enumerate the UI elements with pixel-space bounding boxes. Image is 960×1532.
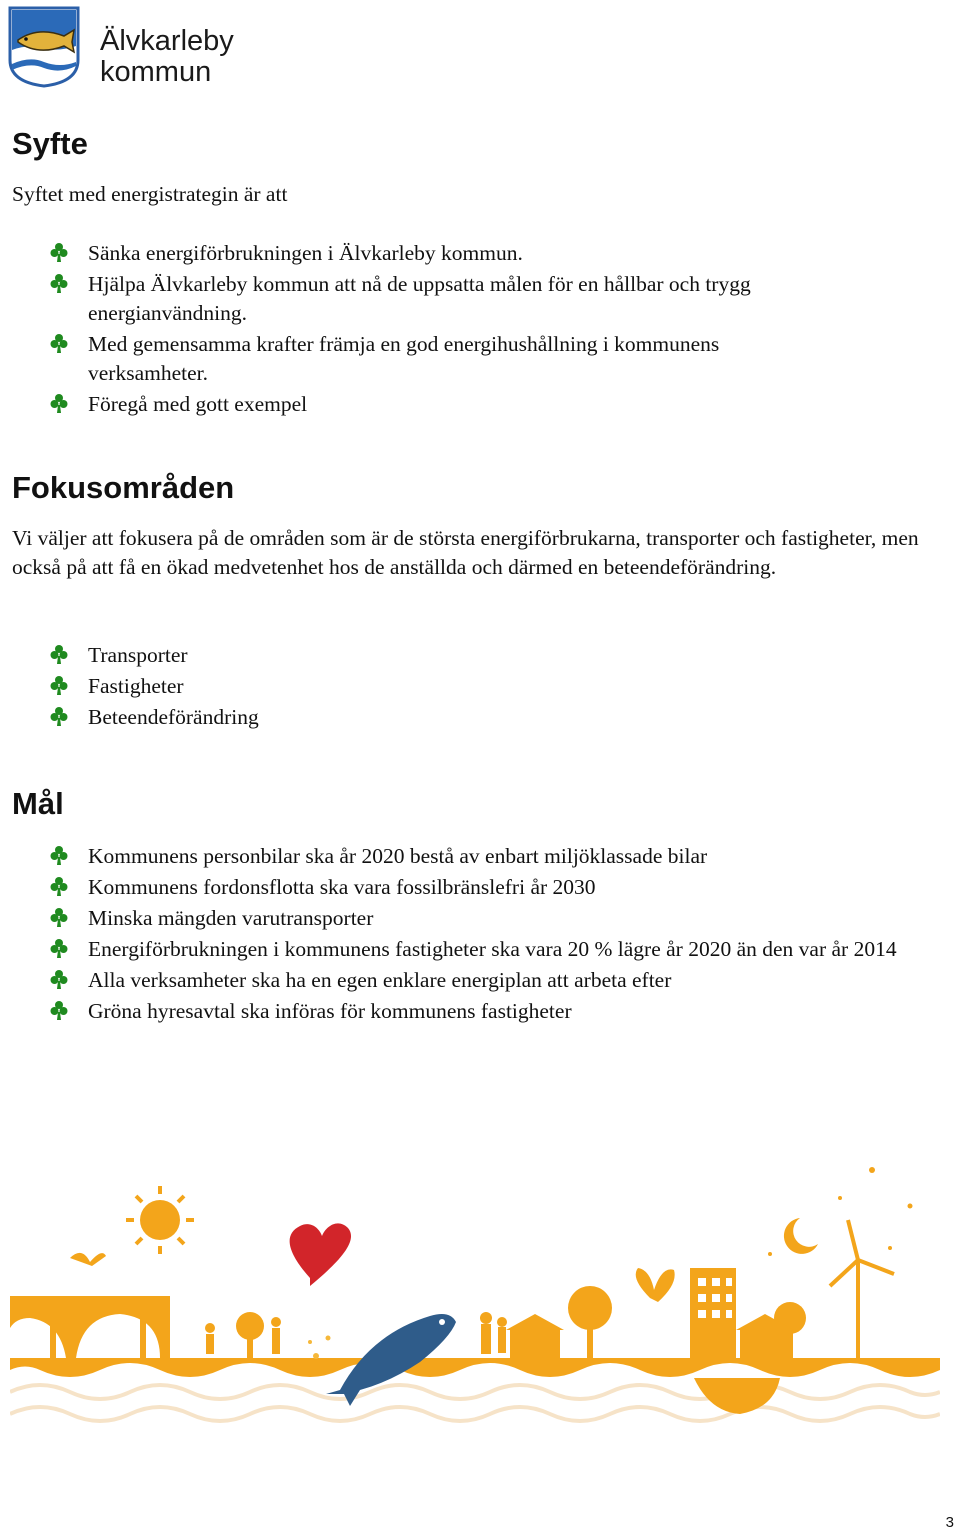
- list-item: [50, 997, 950, 1026]
- syfte-intro: Syftet med energistrategin är att: [12, 182, 288, 206]
- club-bullet-icon: [50, 938, 68, 960]
- list-item-text: Transporter: [88, 643, 188, 667]
- list-item: [50, 935, 950, 964]
- fokus-list: [50, 641, 950, 734]
- club-bullet-icon: [50, 876, 68, 898]
- sun-icon: [126, 1186, 194, 1254]
- logo-line-1: Älvkarleby: [100, 25, 234, 57]
- club-bullet-icon: [50, 393, 68, 415]
- fokus-heading: Fokusområden: [12, 470, 235, 505]
- list-item: [50, 904, 950, 933]
- butterfly-icon: [636, 1268, 675, 1302]
- list-item-text: Gröna hyresavtal ska införas för kommunens fastigheter: [88, 999, 572, 1023]
- list-item: [50, 873, 950, 902]
- list-item-text: Kommunens personbilar ska år 2020 bestå av enbart miljöklassade bilar: [88, 844, 708, 868]
- club-bullet-icon: [50, 845, 68, 867]
- page-number: 3: [945, 1514, 954, 1531]
- club-bullet-icon: [50, 675, 68, 697]
- list-item-text: Sänka energiförbrukningen i Älvkarleby kommun.: [88, 241, 523, 265]
- bridge: [10, 1296, 170, 1358]
- list-item-text: Alla verksamheter ska ha en egen enklare energiplan att arbeta efter: [88, 968, 672, 992]
- syfte-heading: Syfte: [12, 126, 88, 161]
- list-item-text: Hjälpa Älvkarleby kommun att nå de uppsatta målen för en hållbar och trygg energianvändning.: [88, 272, 751, 325]
- list-item: [50, 390, 830, 419]
- list-item-text: Fastigheter: [88, 674, 184, 698]
- list-item: [50, 239, 830, 268]
- list-item: [50, 270, 830, 328]
- town-illustration: [10, 1158, 940, 1433]
- logo-wordmark: [100, 26, 234, 88]
- bird-icon: [70, 1253, 106, 1266]
- mal-list: [50, 842, 950, 1028]
- syfte-list: [50, 239, 830, 421]
- list-item: [50, 966, 950, 995]
- logo-line-2: kommun: [100, 56, 212, 88]
- list-item-text: Med gemensamma krafter främja en god energihushållning i kommunens verksamheter.: [88, 332, 720, 385]
- mal-heading: Mål: [12, 786, 64, 821]
- list-item: [50, 842, 950, 871]
- list-item-text: Föregå med gott exempel: [88, 392, 308, 416]
- club-bullet-icon: [50, 333, 68, 355]
- wind-turbine-icon: [830, 1220, 894, 1358]
- club-bullet-icon: [50, 242, 68, 264]
- club-bullet-icon: [50, 644, 68, 666]
- list-item: [50, 703, 950, 732]
- fokus-intro: Vi väljer att fokusera på de områden som är de största energiförbrukarna, transporter och fastigheter, men också på att få en ökad medvetenhet hos de anställda och därmed en beteendeförändring.: [12, 526, 919, 579]
- moon-icon: [784, 1218, 818, 1254]
- club-bullet-icon: [50, 1000, 68, 1022]
- list-item-text: Energiförbrukningen i kommunens fastigheter ska vara 20 % lägre år 2020 än den var år 2014: [88, 937, 897, 961]
- list-item: [50, 672, 950, 701]
- club-bullet-icon: [50, 273, 68, 295]
- list-item-text: Kommunens fordonsflotta ska vara fossilbränslefri år 2030: [88, 875, 596, 899]
- list-item-text: Minska mängden varutransporter: [88, 906, 374, 930]
- coat-of-arms-logo: [8, 6, 80, 93]
- club-bullet-icon: [50, 907, 68, 929]
- club-bullet-icon: [50, 706, 68, 728]
- list-item: [50, 330, 830, 388]
- list-item-text: Beteendeförändring: [88, 705, 259, 729]
- list-item: [50, 641, 950, 670]
- club-bullet-icon: [50, 969, 68, 991]
